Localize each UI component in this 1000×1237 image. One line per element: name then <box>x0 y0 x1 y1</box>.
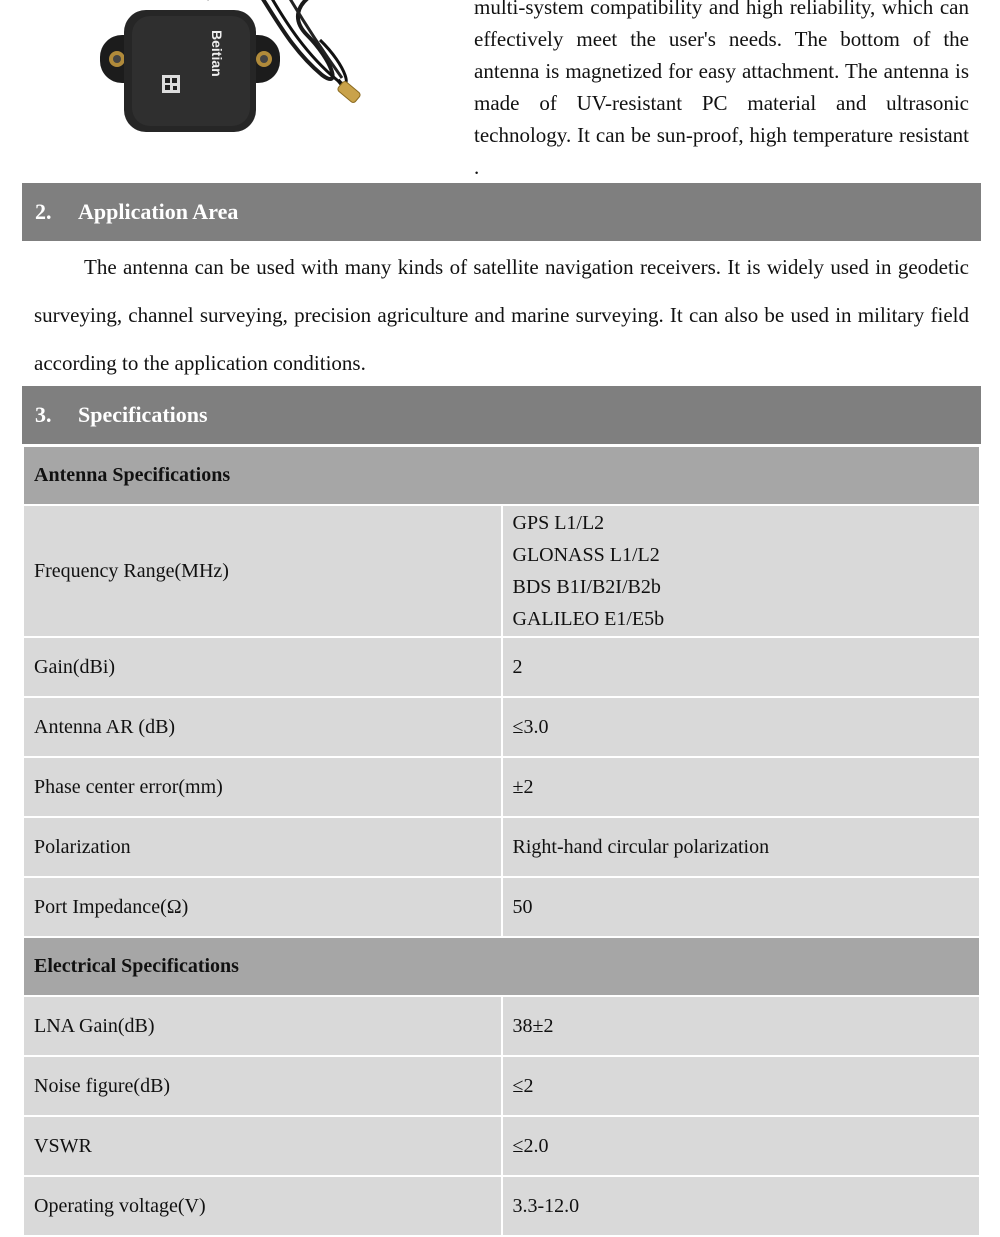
table-row <box>23 877 980 937</box>
value-cell: ≤2 <box>502 1056 981 1116</box>
frequency-value: BDS B1I/B2I/B2b <box>512 576 661 598</box>
table-row <box>23 505 980 637</box>
intro-paragraph: multi-system compatibility and high reliability, which can effectively meet the user's needs. The bottom of the antenna is magnetized for easy attachment. The antenna is made of UV-resistant PC material and ultrasonic technology. It can be sun-proof, high temperature resistant . <box>474 0 969 179</box>
application-paragraph: The antenna can be used with many kinds of satellite navigation receivers. It is widely used in geodetic surveying, channel surveying, precision agriculture and marine surveying. It can also be used in military field according to the application conditions. <box>34 255 969 375</box>
table-row <box>23 1176 980 1236</box>
param-cell: Polarization <box>23 817 502 877</box>
intro-section <box>0 0 1000 183</box>
value-cell: Right-hand circular polarization <box>502 817 981 877</box>
table-row <box>23 817 980 877</box>
param-cell: Antenna AR (dB) <box>23 697 502 757</box>
value-cell: 3.3-12.0 <box>502 1176 981 1236</box>
value-cell: 2 <box>502 637 981 697</box>
table-group-header <box>23 446 980 505</box>
group-title-electrical: Electrical Specifications <box>23 937 980 996</box>
section-title: Specifications <box>78 402 208 427</box>
value-cell: ≤3.0 <box>502 697 981 757</box>
param-cell: Operating voltage(V) <box>23 1176 502 1236</box>
frequency-value: GPS L1/L2 <box>512 512 605 534</box>
section-title: Application Area <box>78 199 239 224</box>
value-cell: ≤2.0 <box>502 1116 981 1176</box>
param-cell: Frequency Range(MHz) <box>23 505 502 637</box>
frequency-value: GALILEO E1/E5b <box>512 608 665 630</box>
value-cell <box>502 505 981 637</box>
specifications-table <box>22 445 981 1237</box>
value-cell: 38±2 <box>502 996 981 1056</box>
param-cell: VSWR <box>23 1116 502 1176</box>
frequency-value: GLONASS L1/L2 <box>512 544 660 566</box>
table-row <box>23 1116 980 1176</box>
section-number: 3. <box>35 402 52 427</box>
brand-logo-text: Beitian <box>209 30 225 77</box>
value-cell: ±2 <box>502 757 981 817</box>
section-header-application <box>22 183 981 241</box>
table-row <box>23 757 980 817</box>
group-title-antenna: Antenna Specifications <box>23 446 980 505</box>
table-row <box>23 697 980 757</box>
table-row <box>23 637 980 697</box>
antenna-product-photo <box>92 0 392 160</box>
table-row <box>23 1056 980 1116</box>
section-header-specifications <box>22 386 981 444</box>
value-cell: 50 <box>502 877 981 937</box>
param-cell: Noise figure(dB) <box>23 1056 502 1116</box>
param-cell: Port Impedance(Ω) <box>23 877 502 937</box>
section-number: 2. <box>35 199 52 224</box>
table-row <box>23 996 980 1056</box>
param-cell: Phase center error(mm) <box>23 757 502 817</box>
table-group-header <box>23 937 980 996</box>
param-cell: LNA Gain(dB) <box>23 996 502 1056</box>
antenna-label <box>209 30 225 77</box>
param-cell: Gain(dBi) <box>23 637 502 697</box>
